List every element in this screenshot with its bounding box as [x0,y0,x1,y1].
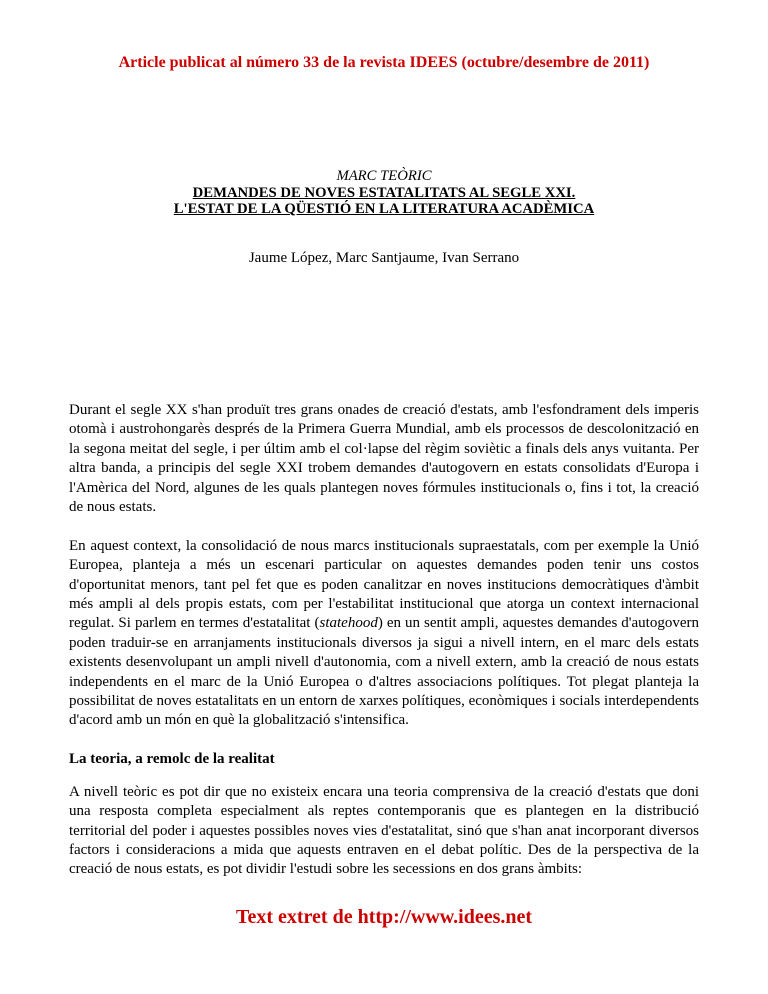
authors-line: Jaume López, Marc Santjaume, Ivan Serrano [248,250,520,266]
source-note: Text extret de http://www.idees.net [235,906,533,928]
article-title-line-1: DEMANDES DE NOVES ESTATALITATS AL SEGLE XXI. [192,184,576,201]
paragraph-2-text-before: En aquest context, la consolidació de nous marcs institucionals supraestatals, com per exemple la Unió Europea, planteja a més un escenari particular on aquestes demandes poden tenir uns costos d'oportunitat menors, tant pel fet que es poden canalitzar en noves institucions democràtiques d'àmbit més ampli al dels propis estats, com per l'estabilitat institucional que atorga un context internacional regulat. Si parlem en termes d'estatalitat ( [69,537,699,632]
paragraph-1: Durant el segle XX s'han produït tres grans onades de creació d'estats, amb l'esfondrament dels imperis otomà i austrohongarès després de la Primera Guerra Mundial, amb els processos de descolonització en la segona meitat del segle, i per últim amb el col·lapse del règim soviètic a finals dels anys vuitanta. Per altra banda, a principis del segle XXI trobem demandes d'autogovern en estats consolidats d'Europa i l'Amèrica del Nord, algunes de les quals plantegen noves fórmules institucionals o, fins i tot, la creació de nous estats. [69,402,699,516]
paragraph-2-text-after: ) en un sentit ampli, aquestes demandes d'autogovern poden traduir-se en arranjaments institucionals diversos ja sigui a nivell intern, en el marc dels estats existents desenvolupant un ampli nivell d'autonomia, com a nivell extern, amb la creació de nous estats independents en el marc de la Unió Europea o d'altres associacions polítiques. Tot plegat planteja la possibilitat de noves estatalitats en un entorn de xarxes polítiques, econòmiques i socials interdependents d'acord amb un món en què la globalització s'intensifica. [69,615,699,729]
publication-note: Article publicat al número 33 de la revista IDEES (octubre/desembre de 2011) [118,54,650,71]
paragraph-2-italic-term: statehood [319,615,378,632]
paragraph-3: A nivell teòric es pot dir que no existeix encara una teoria comprensiva de la creació d'estats que doni una resposta completa especialment als reptes contemporanis que es plantegen en la distribució territorial del poder i aquestes possibles noves vies d'estatalitat, sinó que s'han anat incorporant diversos factors i consideracions a mida que aquests entraven en el debat polític. Des de la perspectiva de la creació de nous estats, es pot dividir l'estudi sobre les secessions en dos grans àmbits: [69,783,699,878]
section-heading: La teoria, a remolc de la realitat [69,751,275,768]
title-block [40,168,728,218]
article-title-line-2: L'ESTAT DE LA QÜESTIÓ EN LA LITERATURA ACADÈMICA [173,201,595,218]
paragraph-2 [69,537,699,731]
article-body [69,401,699,899]
section-kicker: MARC TEÒRIC [336,168,432,184]
